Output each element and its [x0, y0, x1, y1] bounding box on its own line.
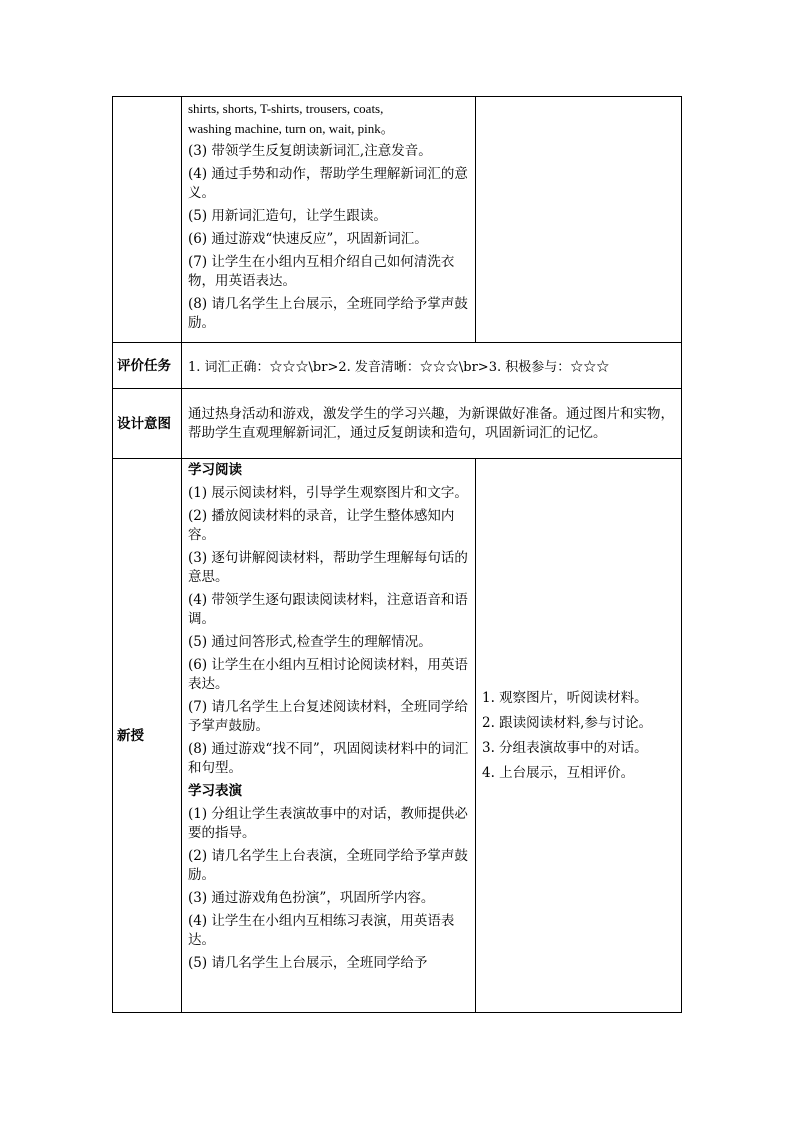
list-item: (1) 分组让学生表演故事中的对话，教师提供必要的指导。 — [188, 806, 468, 841]
vocab-line-1: shirts, shorts, T-shirts, trousers, coats, — [188, 101, 384, 116]
list-item: (5) 请几名学生上台展示，全班同学给予 — [188, 955, 428, 971]
list-item: (4) 通过手势和动作，帮助学生理解新词汇的意义。 — [188, 166, 468, 201]
evaluation-text: 1. 词汇正确：☆☆☆\br>2. 发音清晰：☆☆☆\br>3. 积极参与：☆☆☆ — [182, 343, 682, 389]
list-item: (1) 展示阅读材料，引导学生观察图片和文字。 — [188, 485, 468, 501]
list-item: 4. 上台展示，互相评价。 — [482, 764, 635, 781]
list-item: (5) 通过问答形式,检查学生的理解情况。 — [188, 634, 432, 650]
list-item: (6) 让学生在小组内互相讨论阅读材料，用英语表达。 — [188, 657, 468, 692]
table-row-new-lesson — [113, 459, 682, 1013]
list-item: (7) 请几名学生上台复述阅读材料，全班同学给予掌声鼓励。 — [188, 699, 468, 734]
list-item: (7) 让学生在小组内互相介绍自己如何清洗衣物，用英语表达。 — [188, 254, 455, 289]
teacher-activity-cell — [182, 97, 476, 343]
design-label: 设计意图 — [113, 389, 182, 459]
list-item: 3. 分组表演故事中的对话。 — [482, 739, 648, 756]
table-row-continued — [113, 97, 682, 343]
list-item: (8) 通过游戏“找不同”，巩固阅读材料中的词汇和句型。 — [188, 741, 469, 776]
list-item: (4) 带领学生逐句跟读阅读材料，注意语音和语调。 — [188, 592, 468, 627]
student-activity-cell-empty — [476, 97, 682, 343]
list-item: 1. 观察图片，听阅读材料。 — [482, 689, 648, 706]
list-item: (5) 用新词汇造句，让学生跟读。 — [188, 208, 387, 224]
new-lesson-student-cell — [476, 459, 682, 1013]
list-item: (3) 通过游戏角色扮演”，巩固所学内容。 — [188, 890, 435, 906]
design-text: 通过热身活动和游戏，激发学生的学习兴趣，为新课做好准备。通过图片和实物，帮助学生直观理解新词汇，通过反复朗读和造句，巩固新词汇的记忆。 — [182, 389, 682, 459]
row-label-empty — [113, 97, 182, 343]
list-item: (8) 请几名学生上台展示，全班同学给予掌声鼓励。 — [188, 296, 468, 331]
list-item: 2. 跟读阅读材料,参与讨论。 — [482, 714, 652, 731]
table-row-design — [113, 389, 682, 459]
new-lesson-teacher-cell — [182, 459, 476, 1013]
vocab-line-2: washing machine, turn on, wait, pink。 — [188, 121, 394, 136]
performance-heading: 学习表演 — [188, 783, 242, 799]
table-row-evaluation — [113, 343, 682, 389]
list-item: (4) 让学生在小组内互相练习表演，用英语表达。 — [188, 913, 455, 948]
lesson-plan-table — [112, 96, 682, 1013]
new-lesson-label: 新授 — [113, 459, 182, 1013]
list-item: (2) 播放阅读材料的录音，让学生整体感知内容。 — [188, 508, 455, 543]
evaluation-label: 评价任务 — [113, 343, 182, 389]
list-item: (2) 请几名学生上台表演，全班同学给予掌声鼓励。 — [188, 848, 468, 883]
list-item: (3) 带领学生反复朗读新词汇,注意发音。 — [188, 143, 432, 159]
reading-heading: 学习阅读 — [188, 462, 242, 478]
list-item: (3) 逐句讲解阅读材料，帮助学生理解每句话的意思。 — [188, 550, 468, 585]
list-item: (6) 通过游戏“快速反应”，巩固新词汇。 — [188, 231, 428, 247]
